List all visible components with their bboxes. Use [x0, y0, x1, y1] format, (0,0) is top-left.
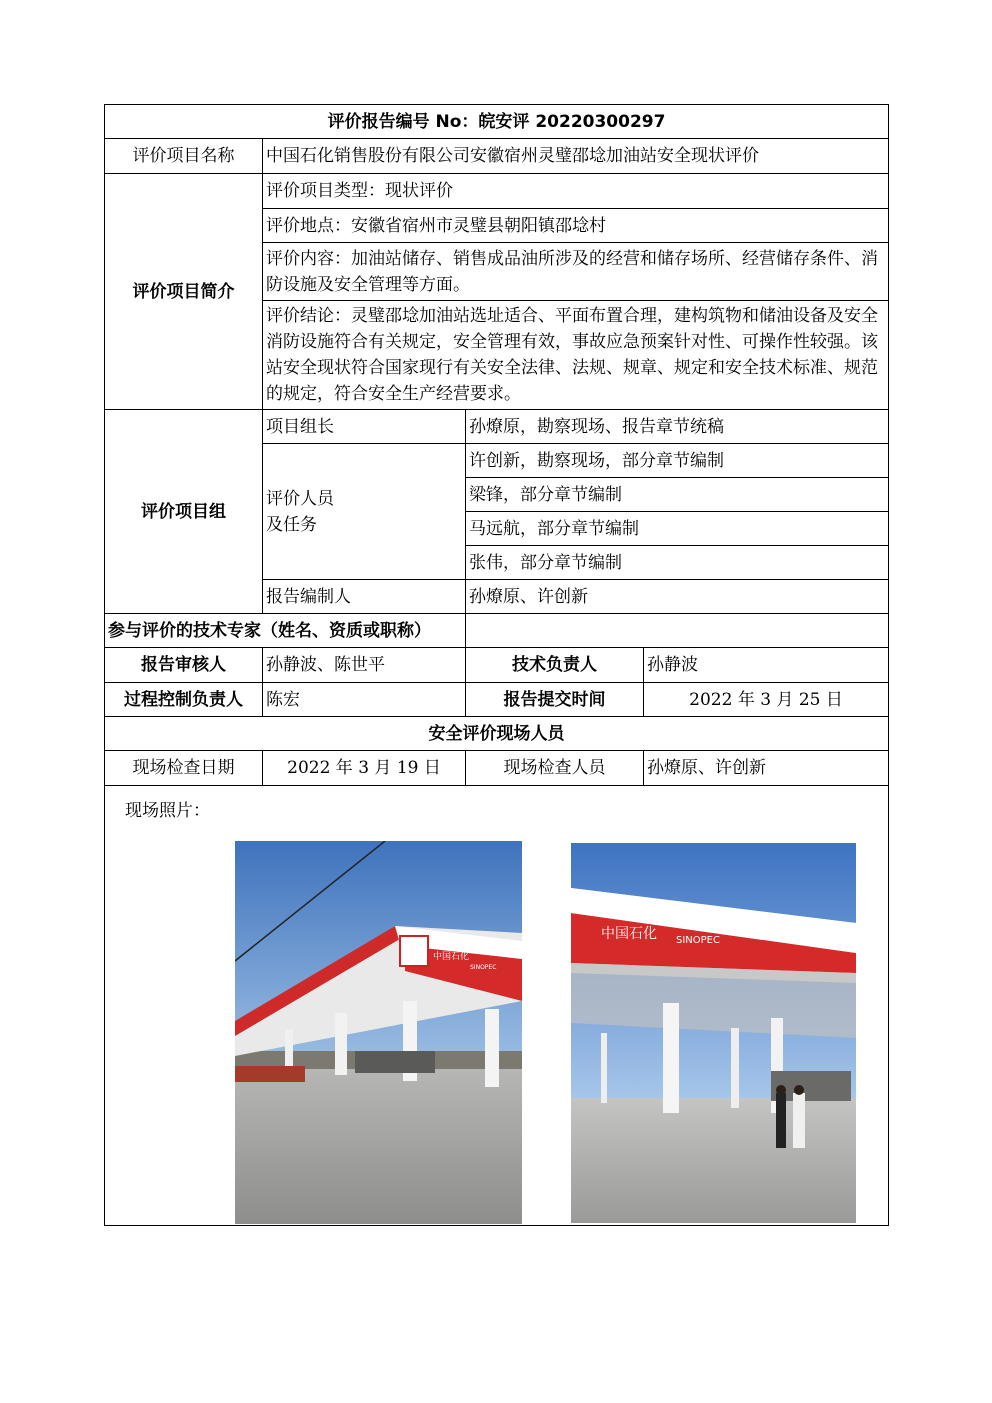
- gas-station-photo-1: [235, 841, 522, 1224]
- inspect-date: 2022 年 3 月 19 日: [263, 751, 466, 786]
- reviewer-value: 孙静波、陈世平: [263, 648, 466, 683]
- experts-value: [466, 614, 889, 648]
- intro-type: 评价项目类型：现状评价: [263, 174, 889, 209]
- site-photo-2: [571, 843, 856, 1223]
- team-label: 评价项目组: [105, 410, 263, 614]
- brand-en-label-2: SINOPEC: [676, 935, 720, 946]
- brand-label-2: 中国石化: [601, 926, 657, 942]
- site-photo-1: [235, 841, 522, 1224]
- process-value: 陈宏: [263, 683, 466, 717]
- staff-member: 梁锋，部分章节编制: [466, 478, 889, 512]
- author-label: 报告编制人: [263, 580, 466, 614]
- photos-label: 现场照片：: [125, 801, 210, 821]
- project-name-label: 评价项目名称: [105, 139, 263, 174]
- author-value: 孙燎原、许创新: [466, 580, 889, 614]
- project-name: 中国石化销售股份有限公司安徽宿州灵璧邵埝加油站安全现状评价: [263, 139, 889, 174]
- intro-label: 评价项目简介: [105, 174, 263, 410]
- inspectors-label: 现场检查人员: [466, 751, 644, 786]
- report-number: 评价报告编号 No：皖安评 20220300297: [105, 105, 889, 139]
- brand-en-label-1: SINOPEC: [470, 964, 497, 971]
- staff-label: 评价人员 及任务: [263, 444, 466, 580]
- intro-location: 评价地点：安徽省宿州市灵璧县朝阳镇邵埝村: [263, 209, 889, 243]
- tech-lead-value: 孙静波: [644, 648, 889, 683]
- process-label: 过程控制负责人: [105, 683, 263, 717]
- intro-conclusion: 评价结论：灵璧邵埝加油站选址适合、平面布置合理，建构筑物和储油设备及安全消防设施符合有关规定，安全管理有效，事故应急预案针对性、可操作性较强。该站安全现状符合国家现行有关安全法律、法规、规章、规定和安全技术标准、规范的规定，符合安全生产经营要求。: [263, 301, 889, 410]
- inspect-date-label: 现场检查日期: [105, 751, 263, 786]
- site-staff-header: 安全评价现场人员: [105, 717, 889, 751]
- brand-label-1: 中国石化: [433, 952, 470, 962]
- inspectors-value: 孙燎原、许创新: [644, 751, 889, 786]
- leader-label: 项目组长: [263, 410, 466, 444]
- intro-content: 评价内容：加油站储存、销售成品油所涉及的经营和储存场所、经营储存条件、消防设施及安全管理等方面。: [263, 243, 889, 301]
- submit-date: 2022 年 3 月 25 日: [644, 683, 889, 717]
- staff-member: 马远航，部分章节编制: [466, 512, 889, 546]
- experts-label: 参与评价的技术专家（姓名、资质或职称）: [105, 614, 466, 648]
- gas-station-photo-2: [571, 843, 856, 1223]
- tech-lead-label: 技术负责人: [466, 648, 644, 683]
- staff-member: 张伟，部分章节编制: [466, 546, 889, 580]
- staff-member: 许创新，勘察现场，部分章节编制: [466, 444, 889, 478]
- leader-value: 孙燎原，勘察现场、报告章节统稿: [466, 410, 889, 444]
- reviewer-label: 报告审核人: [105, 648, 263, 683]
- submit-label: 报告提交时间: [466, 683, 644, 717]
